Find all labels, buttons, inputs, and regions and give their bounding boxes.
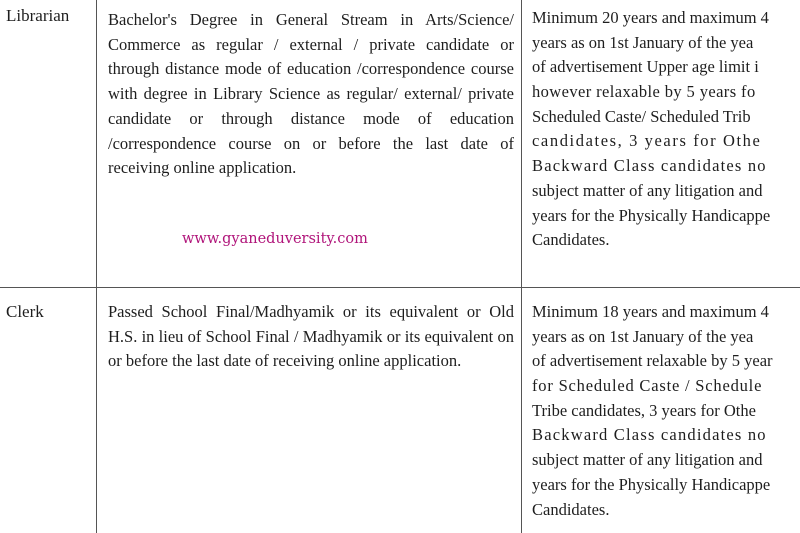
age-line: subject matter of any litigation and (532, 180, 763, 200)
age-line: of advertisement relaxable by 5 year (532, 351, 773, 371)
age-line: of advertisement Upper age limit i (532, 57, 759, 77)
qualification-clerk: Passed School Final/Madhyamik or its equivalent or Old H.S. in lieu of School Final / Madhyamik or its equivalent on or before the last date of receiving online application. (108, 302, 514, 371)
row-divider (0, 287, 800, 288)
age-line: Minimum 18 years and maximum 4 (532, 302, 769, 321)
age-limit-librarian (532, 6, 800, 253)
watermark-text: www.gyaneduversity.com (182, 231, 368, 247)
age-line: candidates, 3 years for Othe (532, 131, 762, 151)
age-line: Backward Class candidates no (532, 425, 767, 445)
age-line: years as on 1st January of the yea (532, 32, 754, 52)
age-line: years as on 1st January of the yea (532, 326, 754, 346)
age-line: Scheduled Caste/ Scheduled Trib (532, 106, 751, 126)
age-line: subject matter of any litigation and (532, 450, 763, 470)
age-line: Candidates. (532, 499, 610, 519)
age-line: for Scheduled Caste / Schedule (532, 376, 763, 396)
qualification-librarian: Bachelor's Degree in General Stream in Arts/Science/ Commerce as regular / external / private candidate or through distance mode of education /correspondence course with degree in Library Science as regular/ external/ private candidate or through distance mode of education /correspondence course on or before the last date of receiving online application. (108, 10, 514, 178)
post-name-clerk: Clerk (6, 302, 44, 321)
age-line: Candidates. (532, 230, 610, 250)
column-divider-1 (96, 0, 97, 533)
age-limit-clerk (532, 300, 800, 522)
age-line: Minimum 20 years and maximum 4 (532, 8, 769, 27)
age-line: Backward Class candidates no (532, 156, 767, 176)
column-divider-2 (521, 0, 522, 533)
post-name-librarian: Librarian (6, 6, 70, 25)
age-line: however relaxable by 5 years fo (532, 82, 756, 102)
age-line: years for the Physically Handicappe (532, 205, 771, 225)
age-line: years for the Physically Handicappe (532, 474, 771, 494)
age-line: Tribe candidates, 3 years for Othe (532, 400, 756, 420)
